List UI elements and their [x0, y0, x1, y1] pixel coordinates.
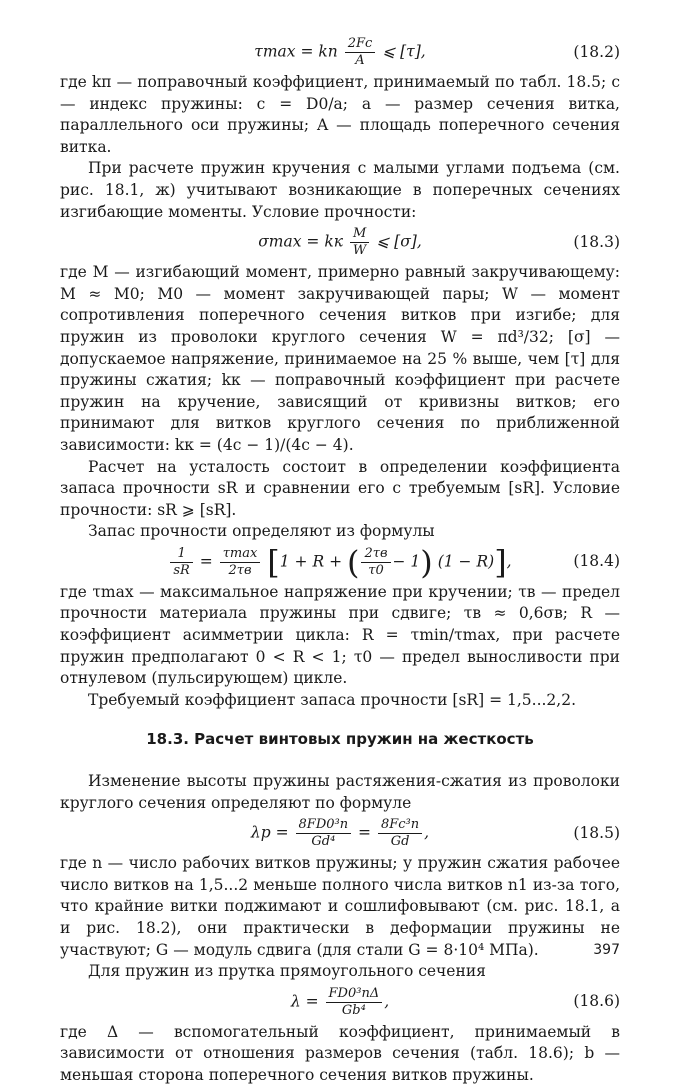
eq-rhs: ⩽ [τ], [382, 42, 426, 61]
eq-term: , [384, 992, 390, 1011]
fraction-numerator: 2Fc [345, 36, 376, 53]
fraction-denominator: W [352, 243, 367, 259]
equation-18-6 [60, 986, 620, 1019]
eq-lhs: λ = [290, 992, 319, 1011]
equation-number: (18.3) [573, 232, 620, 251]
fraction [296, 817, 352, 850]
fraction [350, 226, 369, 259]
fraction-numerator: τmax [220, 546, 261, 563]
equation-18-4: $\frac{1}{sR}$ = τmax 2τв [1 + R + ( 2τв τ0 − 1) (1 − R)], (18.4) [60, 546, 620, 579]
eq-lhs: λр = [250, 823, 289, 842]
fraction-denominator: Gd⁴ [311, 834, 336, 850]
fraction-denominator: A [355, 53, 365, 68]
paragraph: Запас прочности определяют из формулы [88, 522, 435, 541]
eq-rhs: ⩽ [σ], [376, 232, 422, 251]
equation-18-2: τmax = kп $\frac{2Fc}{A}$ ⩽ [τ], (18.2) [254, 36, 620, 68]
fraction [345, 36, 376, 69]
fraction-denominator: 2τв [228, 562, 252, 578]
paragraph: где n — число рабочих витков пружины; у пружин сжатия рабочее число витков на 1,5...2 меньше полного числа витков n1 из-за того, что крайние витки поджимают и сошлифовывают (см. рис. 18.1, а и рис. 18.2), они практически в деформации пружины не участвуют; G — модуль сдвига (для стали G = 8·10⁴ МПа). [60, 854, 620, 959]
fraction-numerator: M [350, 226, 369, 243]
page-body [60, 36, 620, 1087]
fraction-denominator: τ0 [368, 562, 384, 578]
fraction [378, 817, 422, 850]
paragraph: где Δ — вспомогательный коэффициент, принимаемый в зависимости от отношения размеров сечения (табл. 18.6); b — меньшая сторона поперечного сечения витков пружины. [60, 1022, 620, 1084]
fraction-denominator: sR [173, 562, 190, 578]
fraction-numerator: 8FD0³n [296, 817, 352, 834]
eq-coef: kп [318, 42, 338, 61]
equation-18-3 [60, 226, 620, 259]
eq-term: − 1 [392, 552, 421, 571]
equation-number: (18.2) [573, 42, 620, 61]
paragraph: Изменение высоты пружины растяжения-сжатия из проволоки круглого сечения определяют по формуле [60, 772, 620, 812]
fraction [361, 546, 390, 579]
page-number: 397 [593, 942, 620, 958]
fraction-numerator: 8Fc³n [378, 817, 422, 834]
paragraph: Требуемый коэффициент запаса прочности [sR] = 1,5...2,2. [88, 690, 577, 709]
eq-term: 1 + R + [279, 552, 343, 571]
paragraph: Для пружин из прутка прямоугольного сечения [88, 962, 486, 981]
section-title: 18.3. Расчет винтовых пружин на жесткость [146, 730, 534, 749]
fraction-numerator: FD0³nΔ [326, 986, 383, 1003]
eq-lhs: τmax [254, 42, 296, 61]
fraction [170, 546, 192, 579]
paragraph: Расчет на усталость состоит в определении коэффициента запаса прочности sR и сравнении его с требуемым [sR]. Условие прочности: sR ⩾ [sR]. [60, 457, 620, 519]
eq-term: , [424, 823, 430, 842]
fraction [326, 986, 383, 1019]
fraction-denominator: Gd [390, 834, 410, 850]
paragraph: где kп — поправочный коэффициент, принимаемый по табл. 18.5; c — индекс пружины: c = D0/a; a — размер сечения витка, параллельного оси пружины; A — площадь поперечного сечения витка. [60, 73, 620, 156]
fraction [220, 546, 261, 579]
fraction-denominator: Gb⁴ [341, 1002, 366, 1018]
eq-sign: = [358, 823, 372, 842]
fraction-numerator: 2τв [361, 546, 390, 563]
eq-lhs: σmax = kк [258, 232, 343, 251]
equation-number: (18.6) [573, 992, 620, 1011]
eq-sign: = [199, 552, 213, 571]
equation-number: (18.5) [573, 823, 620, 842]
fraction-numerator: 1 [170, 546, 192, 563]
paragraph: При расчете пружин кручения с малыми углами подъема (см. рис. 18.1, ж) учитывают возникающие в поперечных сечениях изгибающие моменты. Условие прочности: [60, 159, 620, 221]
paragraph: где M — изгибающий момент, примерно равный закручивающему: M ≈ M0; M0 — момент закручивающей пары; W — момент сопротивления поперечного сечения витков при изгибе; для пружин из проволоки круглого сечения W = πd³/32; [σ] — допускаемое напряжение, принимаемое на 25 % выше, чем [τ] для пружины сжатия; kк — поправочный коэффициент при расчете пружин на кручение, зависящий от кривизны витков; его принимают для витков круглого сечения по приближенной зависимости: kк = (4c − 1)/(4c − 4). [60, 263, 620, 454]
eq-term: (1 − R) [437, 552, 495, 571]
paragraph: где τmax — максимальное напряжение при кручении; τв — предел прочности материала пружины при сдвиге; τв ≈ 0,6σв; R — коэффициент асимметрии цикла: R = τmin/τmax, при расчете пружин предполагают 0 < R < 1; τ0 — предел выносливости при отнулевом (пульсирующем) цикле. [60, 582, 620, 688]
equation-18-5 [60, 817, 620, 850]
equation-number: (18.4) [573, 552, 620, 571]
